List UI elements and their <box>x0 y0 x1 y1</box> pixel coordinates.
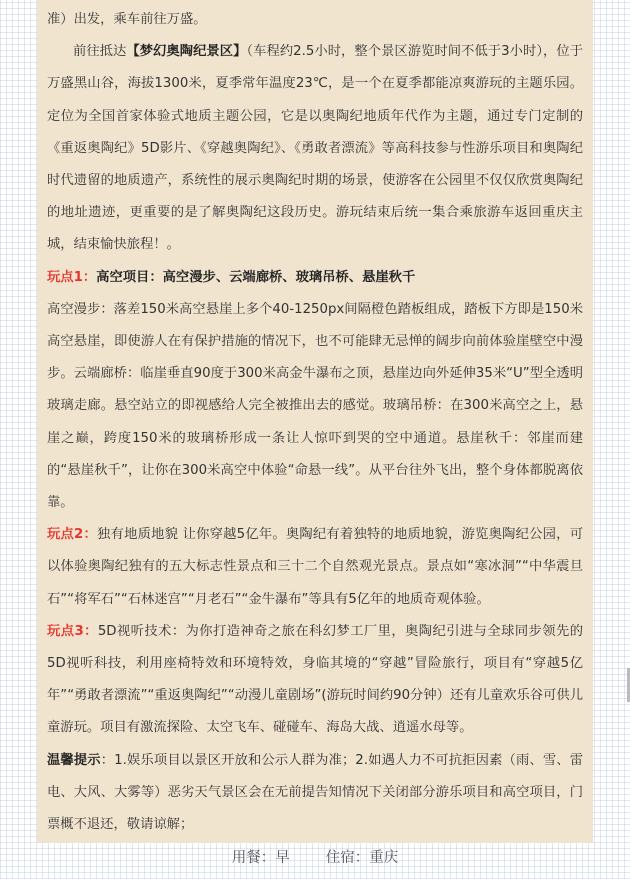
highlight-2-paragraph <box>47 519 583 616</box>
highlight-3-paragraph <box>47 616 583 745</box>
attraction-paragraph <box>47 36 583 261</box>
itinerary-panel <box>37 0 593 843</box>
highlight-1-label: 玩点1： <box>47 269 97 285</box>
lodging-info: 住宿：重庆 <box>325 850 399 866</box>
meals-info: 用餐：早 <box>231 850 290 866</box>
notice-paragraph <box>47 745 583 842</box>
highlight-3-body: 5D视听技术：为你打造神奇之旅在科幻梦工厂里，奥陶纪引进与全球同步领先的5D视听科技，利用座椅特效和环境特效，身临其境的“穿越”冒险旅行，项目有“穿越5亿年”“勇敢者漂流”“重返奥陶纪”“动漫儿童剧场”(游玩时间约90分钟）还有儿童欢乐谷可供儿童游玩。项目有激流探险、太空飞车、碰碰车、海岛大战、逍遥水母等。 <box>47 623 583 736</box>
highlight-1-title: 高空项目：高空漫步、云端廊桥、玻璃吊桥、悬崖秋千 <box>96 269 416 285</box>
highlight-2-body: 独有地质地貌 让你穿越5亿年。奥陶纪有着独特的地质地貌，游览奥陶纪公园，可以体验奥陶纪独有的五大标志性景点和三十二个自然观光景点。景点如“寒冰洞”“中华震旦石”“将军石”“石林迷宫”“月老石”“金牛瀑布”等具有5亿年的地质奇观体验。 <box>47 527 583 607</box>
attraction-body: （车程约2.5小时，整个景区游览时间不低于3小时），位于万盛黑山谷，海拔1300米，夏季常年温度23℃，是一个在夏季都能凉爽游玩的主题乐园。定位为全国首家体验式地质主题公园，它是以奥陶纪地质年代作为主题，通过专门定制的《重返奥陶纪》5D影片、《穿越奥陶纪》、《勇敢者漂流》等高科技参与性游乐项目和奥陶纪时代遗留的地质遗产，系统性的展示奥陶纪时期的场景，使游客在公园里不仅仅欣赏奥陶纪的地址遗迹，更重要的是了解奥陶纪这段历史。游玩结束后统一集合乘旅游车返回重庆主城，结束愉快旅程！。 <box>47 44 584 253</box>
highlight-3-label: 玩点3： <box>47 623 98 639</box>
day-footer <box>0 843 630 879</box>
notice-label: 温馨提示 <box>47 752 101 768</box>
attraction-name: 【梦幻奥陶纪景区】 <box>126 44 247 60</box>
intro-tail-text: 准）出发，乘车前往万盛。 <box>47 12 207 27</box>
attraction-lead: 前往抵达 <box>73 44 127 60</box>
notice-body: ：1.娱乐项目以景区开放和公示人群为准；2.如遇人力不可抗拒因素（雨、雪、雷电、大风、大雾等）恶劣天气景区会在无前提告知情况下关闭部分游乐项目和高空项目，门票概不退还，敬请谅解； <box>47 752 583 833</box>
highlight-1-heading <box>47 262 583 294</box>
highlight-2-label: 玩点2： <box>47 527 98 543</box>
intro-tail <box>47 4 583 36</box>
highlight-1-body: 高空漫步：落差150米高空悬崖上多个40-1250px间隔橙色踏板组成，踏板下方即是150米高空悬崖，即使游人在有保护措施的情况下，也不可能肆无忌惮的阔步向前体验崖壁空中漫步。云端廊桥：临崖垂直90度于300米高金牛瀑布之顶，悬崖边向外延伸35米“U”型全透明玻璃走廊。悬空站立的即视感给人完全被推出去的感觉。玻璃吊桥：在300米高空之上，悬崖之巅，跨度150米的玻璃桥形成一条让人惊吓到哭的空中通道。悬崖秋千：邻崖而建的“悬崖秋千”，让你在300米高空中体验“命悬一线”。从平台往外飞出，整个身体都脱离依靠。 <box>47 301 583 511</box>
